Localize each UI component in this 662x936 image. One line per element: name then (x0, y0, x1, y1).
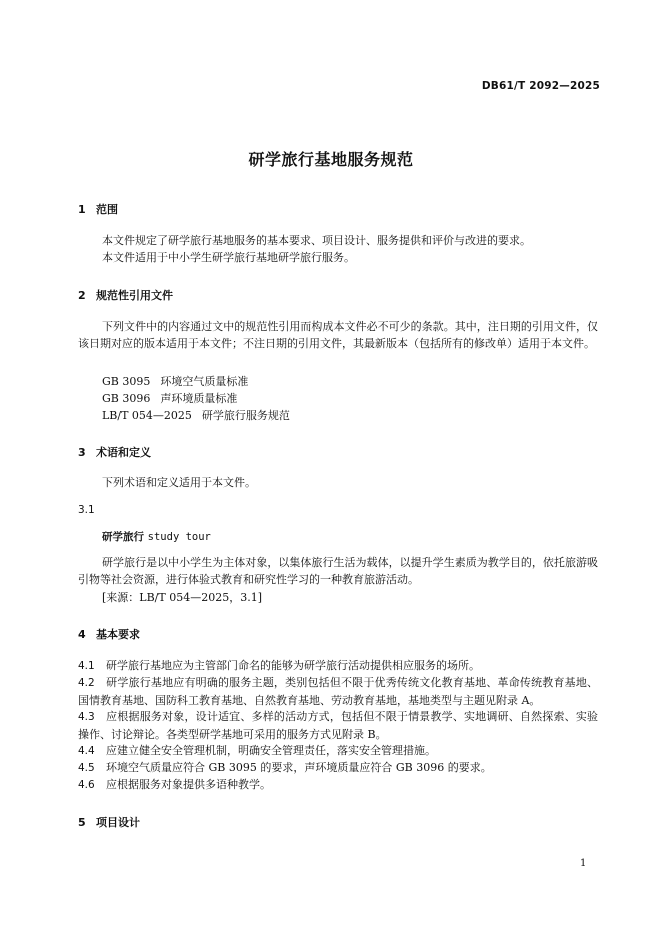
reference-item (102, 390, 237, 407)
term-chinese: 研学旅行 (102, 531, 144, 543)
clause-text: 环境空气质量应符合 GB 3095 的要求，声环境质量应符合 GB 3096 的要求。 (106, 761, 492, 774)
section-4-heading (78, 626, 140, 642)
clause-number: 4.4 (78, 745, 95, 757)
clause (78, 742, 598, 760)
section-number: 4 (78, 628, 86, 641)
clause-text: 研学旅行基地应为主管部门命名的能够为研学旅行活动提供相应服务的场所。 (106, 659, 480, 672)
section-5-heading (78, 814, 140, 830)
reference-code: GB 3096 (102, 392, 151, 405)
clause (78, 708, 598, 743)
clause-number: 4.2 (78, 677, 95, 689)
clause (78, 759, 598, 777)
paragraph: 本文件适用于中小学生研学旅行基地研学旅行服务。 (102, 251, 355, 264)
section-number: 2 (78, 289, 86, 302)
section-title: 术语和定义 (96, 446, 151, 459)
paragraph: 下列术语和定义适用于本文件。 (102, 476, 256, 489)
paragraph: 下列文件中的内容通过文中的规范性引用而构成本文件必不可少的条款。其中，注日期的引用文件，仅该日期对应的版本适用于本文件；不注日期的引用文件，其最新版本（包括所有的修改单）适用于本文件。 (78, 320, 598, 350)
reference-item (102, 373, 248, 390)
term-number: 3.1 (78, 504, 95, 516)
term-entry (102, 529, 211, 544)
section-2-heading (78, 287, 173, 303)
reference-name: 研学旅行服务规范 (201, 409, 290, 422)
section-number: 3 (78, 446, 86, 459)
clause-text: 应根据服务对象，设计适宜、多样的活动方式，包括但不限于情景教学、实地调研、自然探索、实验操作、讨论辩论。各类型研学基地可采用的服务方式见附录 B。 (78, 710, 598, 741)
standard-code: DB61/T 2092—2025 (481, 80, 600, 92)
section-number: 1 (78, 203, 86, 216)
reference-name: 环境空气质量标准 (160, 375, 249, 388)
term-english: study tour (147, 531, 211, 543)
clause-number: 4.5 (78, 762, 95, 774)
clause-number: 4.6 (78, 779, 95, 791)
clause-number: 4.3 (78, 711, 95, 723)
clause (78, 674, 598, 709)
clause-text: 研学旅行基地应有明确的服务主题，类别包括但不限于优秀传统文化教育基地、革命传统教育基地、国情教育基地、国防科工教育基地、自然教育基地、劳动教育基地，基地类型与主题见附录 A。 (78, 676, 598, 707)
section-title: 范围 (96, 203, 118, 216)
reference-code: GB 3095 (102, 375, 151, 388)
section-1-heading (78, 201, 118, 217)
section-title: 规范性引用文件 (96, 289, 173, 302)
document-title: 研学旅行基地服务规范 (248, 150, 414, 169)
section-title: 项目设计 (96, 816, 140, 829)
reference-name: 声环境质量标准 (160, 392, 238, 405)
reference-code: LB/T 054—2025 (102, 409, 192, 422)
clause-text: 应建立健全安全管理机制，明确安全管理责任，落实安全管理措施。 (106, 744, 436, 757)
page-number: 1 (580, 858, 587, 869)
clause-number: 4.1 (78, 660, 95, 672)
section-title: 基本要求 (96, 628, 140, 641)
term-source: [来源：LB/T 054—2025，3.1] (102, 591, 262, 604)
clause (78, 776, 598, 794)
reference-item (102, 407, 290, 424)
clause-text: 应根据服务对象提供多语种教学。 (106, 778, 271, 791)
clause (78, 657, 598, 675)
term-definition: 研学旅行是以中小学生为主体对象，以集体旅行生活为载体，以提升学生素质为教学目的，依托旅游吸引物等社会资源，进行体验式教育和研究性学习的一种教育旅游活动。 (78, 556, 598, 586)
paragraph: 本文件规定了研学旅行基地服务的基本要求、项目设计、服务提供和评价与改进的要求。 (102, 234, 531, 247)
section-3-heading (78, 444, 151, 460)
section-number: 5 (78, 816, 86, 829)
